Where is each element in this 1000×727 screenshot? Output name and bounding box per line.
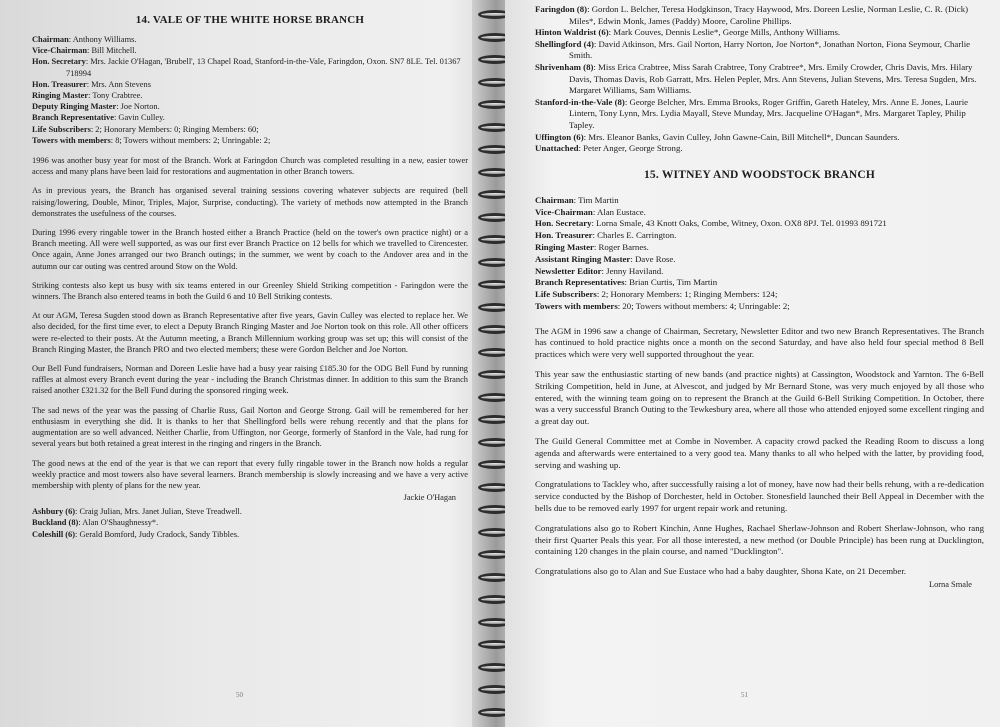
report-paragraph: The sad news of the year was the passing of Charlie Russ, Gail Norton and George Strong. Gail will be remembered for her enthusiasm in everything she did. It is thanks to her that Shellingford bells were rehung recently and that the plans for augmentation are so well advanced. Neither Charlie, from Uffington, nor George, formerly of Stanford in the Vale, had rung for several years but both retained a great interest in the ringing and ringers in the Branch.	[32, 405, 468, 449]
report-paragraph: Congratulations to Tackley who, after successfully raising a lot of money, have now had their bells rehung, with a re-dedication service conducted by the Bishop of Dorchester, held in October. Stonesfield launched their Bell Appeal in December with the bells due to be removed early 1997 for urgent repair work and retuning.	[535, 479, 984, 514]
officer-line: Branch Representative: Gavin Culley.	[32, 113, 165, 123]
tower-entry: Unattached: Peter Anger, George Strong.	[535, 143, 683, 154]
officer-line: Hon. Treasurer: Mrs. Ann Stevens	[32, 79, 151, 89]
towers-list	[535, 4, 984, 155]
report-paragraph: Striking contests also kept us busy with six teams entered in our Greenley Shield Striking competition - Faringdon were the winners. The Branch also entered teams in both the Guild 6 and 10 Bell Striking contests.	[32, 280, 468, 302]
officer-line: Deputy Ringing Master: Joe Norton.	[32, 102, 160, 112]
tower-entry: Uffington (6): Mrs. Eleanor Banks, Gavin Culley, John Gawne-Cain, Bill Mitchell*, Duncan Saunders.	[535, 131, 900, 142]
officer-line: Life Subscribers: 2; Honorary Members: 0; Ringing Members: 60;	[32, 124, 259, 134]
tower-entry: Coleshill (6): Gerald Bomford, Judy Cradock, Sandy Tibbles.	[32, 529, 240, 539]
tower-entry: Buckland (8): Alan O'Shaughnessy*.	[32, 518, 159, 528]
page-number: 50	[236, 691, 243, 699]
officers-list	[32, 34, 468, 146]
officer-line: Chairman: Anthony Williams.	[32, 35, 137, 44]
tower-entry: Faringdon (8): Gordon L. Belcher, Teresa Hodgkinson, Tracy Haywood, Mrs. Doreen Leslie, Norman Leslie, C. R. (Dick) Miles*, Edwin Monk, James (Paddy) Moore, Caroline Phillips.	[535, 4, 969, 26]
report-paragraph: The good news at the end of the year is that we can report that every fully ringable tower in the Branch now holds a regular weekly practice and most towers also have several learners. Branch membership is slowly increasing and we have a very active membership with plenty of plans for the new year.	[32, 458, 468, 490]
right-page	[505, 0, 1000, 727]
branch-heading: 15. WITNEY AND WOODSTOCK BRANCH	[643, 168, 876, 181]
signature: Jackie O'Hagan	[403, 493, 456, 503]
officer-line: Hon. Secretary: Mrs. Jackie O'Hagan, 'Brubell', 13 Chapel Road, Stanford-in-the-Vale, Faringdon, Oxon. SN7 8LE. Tel. 01367 718994	[32, 57, 461, 78]
officers-list	[535, 195, 984, 313]
report-paragraph: 1996 was another busy year for most of the Branch. Work at Faringdon Church was completed resulting in a new, easier tower access and many plans have been laid for restorations and augmentation in other Branch towers.	[32, 156, 468, 177]
report-paragraph: This year saw the enthusiastic starting of new bands (and practice nights) at Cassington, Woodstock and Yarnton. The 6-Bell Striking Competition, held in June, at Alvescot, and judged by Mr Bernard Stone, was very much enjoyed by all those who entered, with the winning team going on to represent the Branch at the Guild 6-Bell Striking Competition. In October, there was a very successful Branch Outing to the Tewkesbury area, where all those who attended enjoyed some excellent ringing and a great day out.	[535, 369, 984, 427]
report-paragraph: At our AGM, Teresa Sugden stood down as Branch Representative after five years, Gavin Culley was elected to replace her. We also decided, for the first time ever, to elect a Deputy Branch Ringing Master and Joe Norton took on this role. All other officers were re-elected to their posts. At the Autumn meeting, a Branch Millennium working group was set up; this will consist of the Branch Ringing Master, the Branch PRO and two elected members; these were Gordon Belcher and Joe Norton.	[32, 311, 468, 354]
officer-line: Vice-Chairman: Bill Mitchell.	[32, 46, 137, 56]
tower-entry: Shellingford (4): David Atkinson, Mrs. Gail Norton, Harry Norton, Joe Norton*, Jonathan Norton, Fiona Seymour, Charlie Smith.	[535, 38, 971, 61]
branch-heading: 14. VALE OF THE WHITE HORSE BRANCH	[135, 14, 365, 26]
officer-line: Ringing Master: Tony Crabtree.	[32, 91, 143, 101]
tower-entry: Hinton Waldrist (6): Mark Couves, Dennis Leslie*, George Mills, Anthony Williams.	[535, 27, 841, 38]
officer-line: Hon. Secretary: Lorna Smale, 43 Knott Oaks, Combe, Witney, Oxon. OX8 8PJ. Tel. 01993 891721	[535, 218, 887, 229]
report-paragraph: During 1996 every ringable tower in the Branch hosted either a Branch Practice (held on the tower's own practice night) or a Branch meeting. All were well supported, as was our first ever Branch Practice on 12 bells for which we travelled to Cirencester. Once again, Anne Jones arranged our two Branch outings; in the summer, we went by coach to the Andover area and in the autumn our car outing was centred around Stow on the Wold.	[32, 228, 468, 271]
officer-line: Vice-Chairman: Alan Eustace.	[535, 206, 646, 217]
officer-line: Life Subscribers: 2; Honorary Members: 1; Ringing Members: 124;	[535, 289, 778, 300]
left-page	[0, 0, 488, 727]
officer-line: Towers with members: 20; Towers without members: 4; Unringable: 2;	[535, 300, 790, 311]
report-paragraph: Our Bell Fund fundraisers, Norman and Doreen Leslie have had a busy year raising £185.30 for the ODG Bell Fund by running raffles at almost every Branch event during the year - including the Branch Christmas dinner. In addition to this sum the Branch raised another £321.32 for the Bell Fund during the sponsored ringing week.	[32, 364, 468, 396]
report-paragraph: As in previous years, the Branch has organised several training sessions covering whatever subjects are required (bell raising/lowering, Double, Minor, Triples, Major, Surprise, conducting). The variety of methods now attempted in the Branch demonstrates the usefulness of the courses.	[32, 186, 468, 218]
signature: Lorna Smale	[928, 580, 972, 590]
tower-entry: Stanford-in-the-Vale (8): George Belcher, Mrs. Emma Brooks, Roger Griffin, Gareth Hateley, Mrs. Anne E. Jones, Laurie Lintern, Tony Lynn, Mrs. Lydia Mayall, Steve Munday, Mrs. Jacqueline O'Hagan*, Mrs. Margaret Tapley, Philip Tapley.	[535, 96, 969, 130]
report-paragraph: Congratulations also go to Alan and Sue Eustace who had a baby daughter, Shona Kate, on 21 December.	[535, 566, 906, 577]
officer-line: Branch Representatives: Brian Curtis, Tim Martin	[535, 277, 718, 288]
officer-line: Ringing Master: Roger Barnes.	[535, 241, 649, 252]
report-paragraph: The Guild General Committee met at Combe in November. A capacity crowd packed the Reading Room to discuss a long agenda and afterwards were entertained to a very good tea. Many thanks to all who helped with the latter, by providing food, serving and washing up.	[535, 436, 984, 470]
page-number: 51	[741, 691, 748, 699]
officer-line: Assistant Ringing Master: Dave Rose.	[535, 253, 676, 264]
tower-entry: Ashbury (6): Craig Julian, Mrs. Janet Julian, Steve Treadwell.	[32, 507, 242, 517]
tower-entry: Shrivenham (8): Miss Erica Crabtree, Miss Sarah Crabtree, Tony Crabtree*, Mrs. Emily Crowder, Chris Davis, Mrs. Hilary Davis, Thomas Davis, Rob Garratt, Mrs. Helen Pepler, Mrs. Ann Stevens, Julian Stevens, Mrs. Teresa Sugden, Mrs. Margaret Williams, Sam Williams.	[535, 61, 977, 96]
officer-line: Newsletter Editor: Jenny Haviland.	[535, 265, 664, 276]
officer-line: Towers with members: 8; Towers without members: 2; Unringable: 2;	[32, 135, 271, 145]
report-paragraph: Congratulations also go to Robert Kinchin, Anne Hughes, Rachael Sherlaw-Johnson and Robert Sherlaw-Johnson, who rang their first Quarter Peals this year. For all those interested, a new method (or Double Principle) has been rung at Ducklington, containing 120 changes in the plain course, and named "Ducklington".	[535, 522, 984, 557]
officer-line: Chairman: Tim Martin	[535, 194, 619, 205]
report-paragraph: The AGM in 1996 saw a change of Chairman, Secretary, Newsletter Editor and two new Branch Representatives. The Branch has continued to hold practice nights once a month on the second Saturday, and have also held four special method 8 Bell practices which were very well supported throughout the year.	[535, 325, 984, 360]
officer-line: Hon. Treasurer: Charles E. Carrington.	[535, 230, 677, 241]
